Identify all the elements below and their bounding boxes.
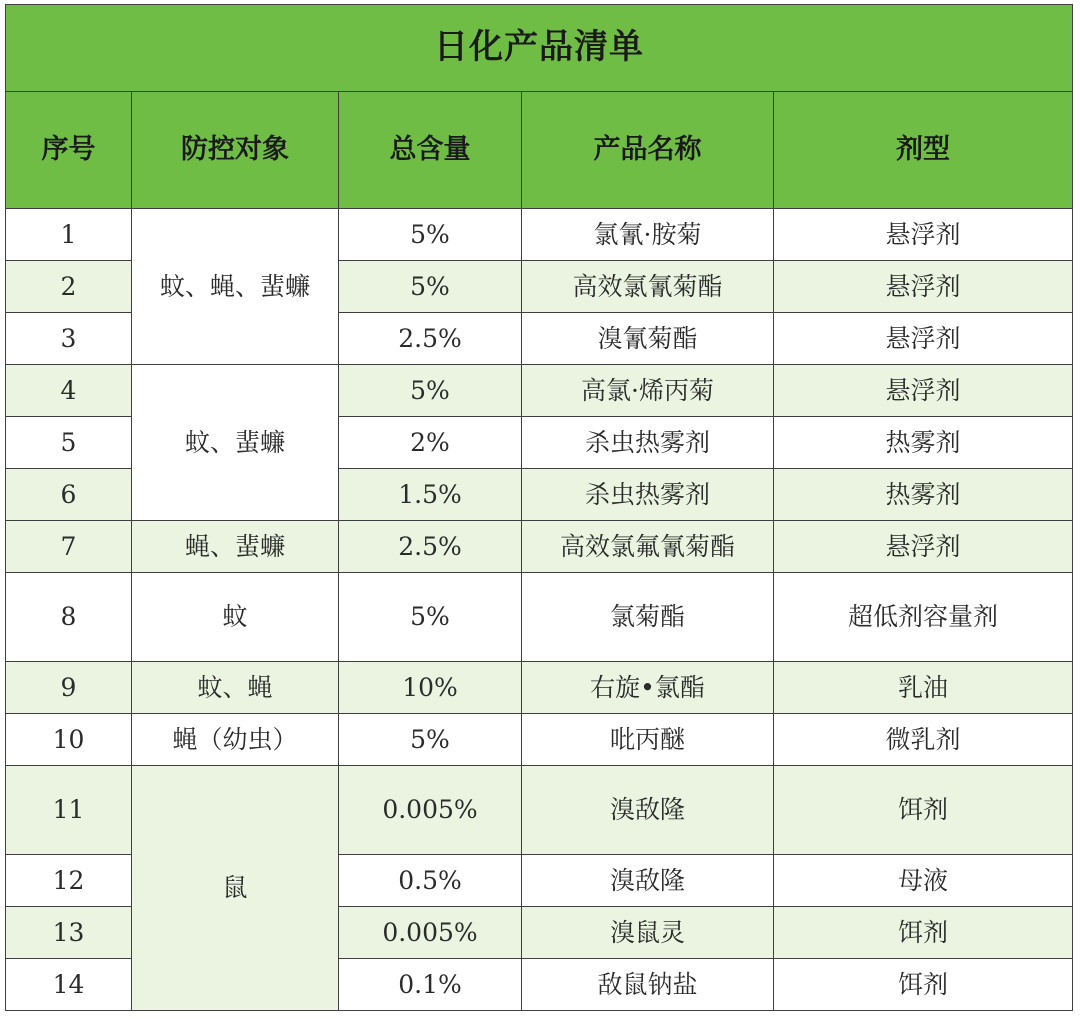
cell-content: 0.005% [339,766,522,855]
cell-formulation: 悬浮剂 [774,365,1073,417]
product-list-table [5,4,1073,1011]
table-row [6,521,1073,573]
cell-no: 10 [6,714,132,766]
table-row [6,662,1073,714]
column-header-product: 产品名称 [522,92,774,209]
table-title: 日化产品清单 [6,5,1073,92]
cell-formulation: 乳油 [774,662,1073,714]
header-row [6,92,1073,209]
cell-no: 2 [6,261,132,313]
cell-content: 2% [339,417,522,469]
cell-no: 3 [6,313,132,365]
cell-content: 5% [339,573,522,662]
cell-product: 高效氯氟氰菊酯 [522,521,774,573]
cell-formulation: 热雾剂 [774,469,1073,521]
cell-formulation: 饵剂 [774,766,1073,855]
cell-target: 蝇（幼虫） [132,714,339,766]
cell-product: 杀虫热雾剂 [522,469,774,521]
product-list-frame [5,4,1072,1012]
cell-product: 氯氰·胺菊 [522,209,774,261]
title-row [6,5,1073,92]
cell-formulation: 悬浮剂 [774,521,1073,573]
cell-content: 5% [339,365,522,417]
column-header-content: 总含量 [339,92,522,209]
cell-formulation: 饵剂 [774,959,1073,1011]
table-row [6,766,1073,855]
cell-content: 5% [339,209,522,261]
cell-no: 11 [6,766,132,855]
cell-content: 5% [339,714,522,766]
cell-target: 蚊、蝇、蜚蠊 [132,209,339,365]
cell-no: 1 [6,209,132,261]
cell-product: 右旋•氯酯 [522,662,774,714]
cell-no: 9 [6,662,132,714]
cell-product: 高效氯氰菊酯 [522,261,774,313]
cell-no: 14 [6,959,132,1011]
column-header-target: 防控对象 [132,92,339,209]
table-row [6,714,1073,766]
cell-target: 蚊、蝇 [132,662,339,714]
table-row [6,209,1073,261]
cell-formulation: 悬浮剂 [774,313,1073,365]
column-header-formulation: 剂型 [774,92,1073,209]
cell-target: 鼠 [132,766,339,1011]
cell-product: 吡丙醚 [522,714,774,766]
cell-product: 溴鼠灵 [522,907,774,959]
cell-content: 0.5% [339,855,522,907]
cell-product: 杀虫热雾剂 [522,417,774,469]
cell-no: 5 [6,417,132,469]
column-header-no: 序号 [6,92,132,209]
cell-content: 2.5% [339,313,522,365]
table-row [6,573,1073,662]
cell-formulation: 超低剂容量剂 [774,573,1073,662]
cell-no: 12 [6,855,132,907]
cell-formulation: 悬浮剂 [774,261,1073,313]
cell-formulation: 悬浮剂 [774,209,1073,261]
cell-formulation: 饵剂 [774,907,1073,959]
cell-no: 13 [6,907,132,959]
cell-product: 氯菊酯 [522,573,774,662]
cell-formulation: 微乳剂 [774,714,1073,766]
cell-no: 8 [6,573,132,662]
cell-product: 溴敌隆 [522,855,774,907]
table-row [6,365,1073,417]
cell-product: 溴敌隆 [522,766,774,855]
cell-product: 溴氰菊酯 [522,313,774,365]
cell-target: 蚊、蜚蠊 [132,365,339,521]
cell-content: 10% [339,662,522,714]
cell-formulation: 母液 [774,855,1073,907]
cell-content: 2.5% [339,521,522,573]
cell-content: 0.005% [339,907,522,959]
cell-product: 敌鼠钠盐 [522,959,774,1011]
cell-content: 5% [339,261,522,313]
cell-content: 1.5% [339,469,522,521]
cell-formulation: 热雾剂 [774,417,1073,469]
cell-no: 6 [6,469,132,521]
cell-product: 高氯·烯丙菊 [522,365,774,417]
cell-target: 蚊 [132,573,339,662]
cell-target: 蝇、蜚蠊 [132,521,339,573]
cell-no: 4 [6,365,132,417]
cell-no: 7 [6,521,132,573]
cell-content: 0.1% [339,959,522,1011]
